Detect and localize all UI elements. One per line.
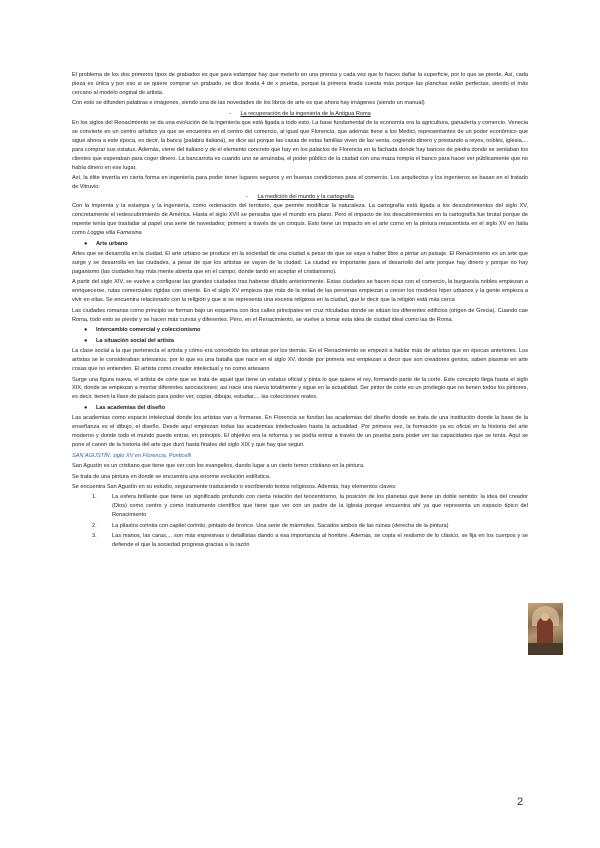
paragraph: En los siglos del Renacimiento se da una evolución de la ingeniería que está ligada a todo esto. La base fundamental de la economía era la agricultura, ganadería y comercio. Venecia se convierte en un centro artístico ya que se encuentra en el centro del comercio, al igual que Florencia, que además tiene a los Medici, representantes de un poder económico que sigue ahora a este época, es decir, la banca (palabra italiana), se dice así porque las casas de estas familias viven de las venta, cogiendo dinero y prestando a reyes, nobles, iglesia,... para comprar sus estatus. Además, viene del italiano y de el elemento concreto que hay en los palacios de Florencia en la fachada donde hay bancos de piedra donde se sentaban los clientes que esperaban para coger dinero. La bancarrota es cuando uno se arruinaba, el poder público de la ciudad con una maza rompía el banco para hacer ver públicamente que no había dinero en ese lugar.	[72, 119, 528, 171]
list-number: 1.	[92, 494, 97, 501]
bullet-heading-text: Las academias del diseño	[96, 404, 166, 411]
bullet-dot: ●	[84, 327, 88, 334]
list-item-text: La esfera brillante que tiene un significado profundo con cierta relación del teocentrismo, la posición de los planetas que tiene un doble sentido: la idea del creador (Dios) como centro y como instrumento científico que tiene que ver con un padre de la Iglesia porque encuentra ahí ya que representa un espacio típico del Renacimiento	[112, 494, 528, 519]
paragraph: A partir del siglo XIV, se vuelve a configurar las grandes ciudades tras haberse diluido anteriormente. Estas ciudades se hacen ricas con el comercio, la burguesía nobles empiezan a enriquecerse, rutas comerciales rígidas con oriente. En el siglo XV empieza que más de la mitad de las personas empiezan a crecer los modelos hiper urbanos y la gente empieza a vivir en ellas. Se encuentra relacionado con la religión y que si se representa una escena religiosa en la ciudad, que le decir que la religión está más cerca	[72, 279, 528, 304]
paragraph: Con esto se difunden palabras e imágenes, siendo una de las novedades de los libros de arte es que ahora hay imágenes (siendo un manual)	[72, 100, 425, 107]
paragraph: El problema de los dos primeros tipos de grabados es que para estampar hay que meterlo en una prensa y cada vez que lo haces dañar la superficie, por lo que se pierde. Así, cada pieza es única y por eso si se quiere comprar un grabado, se dice tirada 4 de x prueba, porque la primera tirada cuesta más porque las planchas están perfectas, siendo el más cercano al modelo original de artista.	[72, 72, 528, 96]
page-body	[72, 71, 528, 552]
bullet-dot: ●	[84, 404, 88, 411]
paragraph: Las ciudades romanas como principio se forman bajo un esquema con dos calles principales en cruz rticuladas donde se sitúan los diferentes edificios (origen de Grecia). Cuando cae Roma, todo esto se pierde y se hacen más curvas y diferentes. Pero, en el Renacimiento, se vuelve a tomar esta idea de ciudad ideal como las de Roma.	[72, 307, 528, 323]
paragraph-text: Con la imprenta y la estampa y la ingeniería, como ordenación del territorio, que permite modificar la naturaleza. La cartografía está ligada a los descubrimientos del siglo XV, concretamente el redescubrimiento de América. Hasta el siglo XVII se pensaba que el mundo era plano. Pero el impacto de los descubrimientos en la cartografía fue brutal porque de repente tenía que trasladar al papel una serie de novedades; primero a través de un croquis. Esto tiene un impacto en el arte como en la pintura renacentista en el siglo XV en Italia como	[72, 203, 528, 237]
paragraph: San Agustín es un cristiano que tiene que ver con los evangelios, dando lugar a un cierto temor cristiano en la pintura.	[72, 463, 365, 470]
paragraph: Surge una figura nueva, el artista de corte que se trata de aquel que tiene un estatus oficial y pinta lo que quiere el rey, formando parte de la corte. Este concepto llega hasta el siglo XIX, donde se empiezan a montar diferentes asociaciones; así nace una nueva totalmente y sigue en la actualidad. Ser pintor de corte es un privilegio que no tienen todos los pintores, es decir, tienen la llave de palacio para poder ver, copiar, dibujar, estudiar,... las colecciones reales.	[72, 376, 528, 401]
list-item	[72, 532, 528, 550]
bullet-heading	[72, 337, 528, 346]
list-number: 2.	[92, 522, 97, 529]
paragraph: Se trata de una pintura en donde se encuentra una enorme evolución estilística.	[72, 473, 271, 480]
bullet-dot: ●	[84, 337, 88, 344]
bullet-heading	[72, 240, 528, 249]
list-item	[72, 493, 528, 520]
section-heading-text: La medición del mundo y la cartografía	[257, 194, 354, 201]
paragraph: Artes que se desarrolla en la ciudad. El arte urbano se produce en la sociedad de una ciudad a pesar de que se vaya a haber libre a pintar un paisaje. El Renacimiento es un arte que surge y se desarrolla en las ciudades, a pesar de que los artistas se vayan de la ciudad. La ciudad es importante para el desarrollo del arte porque hay dinero y porque no hay paganismo (las ciudades hay más mente abierta que en el campo, donde tardó en aceptar el cristianismo).	[72, 251, 528, 276]
list-number: 3.	[92, 533, 97, 540]
painting-desk	[528, 643, 563, 655]
bullet-heading	[72, 404, 528, 413]
bullet-heading-text: Intercambio comercial y coleccionismo	[96, 327, 201, 334]
bullet-heading-text: La situación social del artista	[96, 337, 175, 344]
bullet-dot: ●	[84, 240, 88, 247]
paragraph: Se encuentra San Agustín en su estudio, seguramente traduciendo o escribiendo textos religiosos. Además, hay elementos claves:	[72, 483, 397, 490]
list-item-text: Las manos, las caras,... son más expresivas o detallistas dando a esa importancia al hombre. Además, se copia el realismo de lo clásico, se fija en los cuerpos y se defiende el que la sociedad progresa gracias a la razón	[112, 533, 528, 549]
painting-thumbnail	[528, 603, 563, 655]
artwork-title: Loggia villa Farnesina	[87, 230, 142, 237]
bullet-heading-text: Arte urbano	[96, 240, 128, 247]
section-heading: - La recuperación de la ingeniería de la Antigua Roma	[229, 110, 371, 117]
paragraph: La clase social a la que pertenecía el artista y cómo era concebido los artistas por los demás. En el Renacimiento se empezó a hablar más de artistas que en épocas anteriores. Los artistas se le consideraban artesanos, por lo que es una batalla que nace en el siglo XV, donde por primera vez empiezan a decir que son creadores genios, saben plasmar en arte cosas que no entienden. El artista como creador intelectual y no como artesano	[72, 348, 528, 373]
bullet-heading	[72, 326, 528, 335]
page-number: 2	[517, 796, 524, 808]
list-item-text: La pilastra corintia con capitel corintio, pintado de bronce. Una serie de mármoles. Sacados ambos de las ruinas (derecha de la pintura)	[112, 522, 449, 529]
painting-head	[541, 613, 549, 621]
artwork-caption: SAN AGUSTÍN, siglo XV en Florencia, Ponticelli	[72, 452, 192, 459]
paragraph: Las academias como espacio intelectual donde los artistas van a formarse. En Florencia se fundan las academias del diseño donde se trata de una institución donde la base de la enseñanza es el dibujo, el diseño. Desde aquí empiezan todas las academias intelectuales hasta la actualidad. Por primera vez, la formación ya es oficial en la historia del arte moderno y donde todo el mundo puede entrar, en principio. El objetivo era la reforma y se podía entrar a través de un prueba para poder ver las capacidades que se tenía. Aquí se pone el canon de la historia del arte que duró hasta finales del siglo XIX y que hay que seguir.	[72, 415, 528, 449]
paragraph: Así, la élite invertía en cierta forma en ingeniería para poder tener lugares seguros y en buenas condiciones para el comercio. Los arquitectos y los ingenieros se basan en el tratado de Vitruvio.	[72, 174, 528, 190]
list-item	[72, 522, 528, 531]
paragraph	[72, 202, 528, 238]
section-heading-text: La recuperación de la ingeniería de la Antigua Roma	[240, 110, 371, 117]
section-heading: - La medición del mundo y la cartografía	[246, 194, 354, 201]
